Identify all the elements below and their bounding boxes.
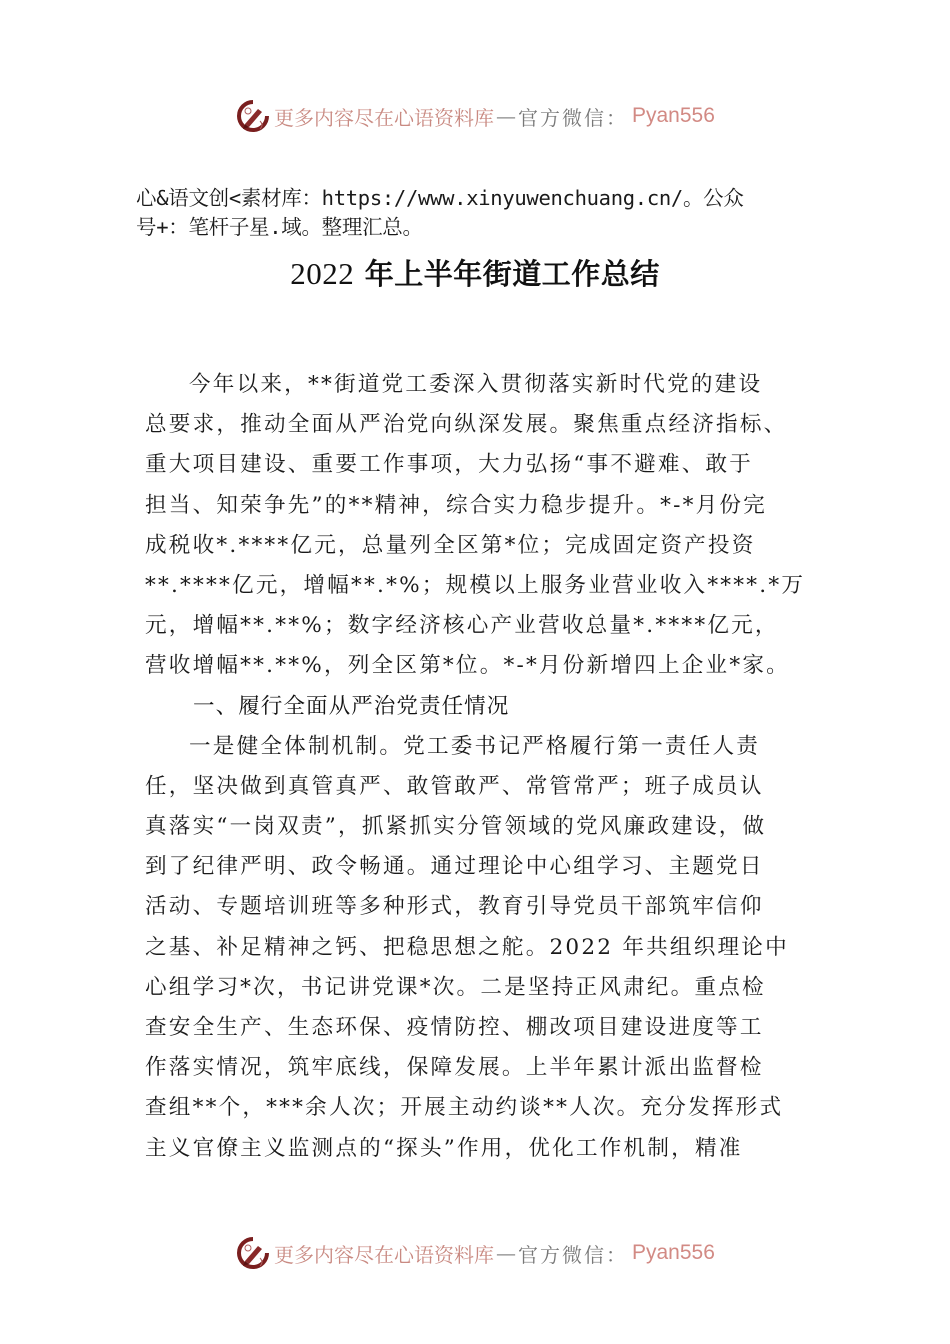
paragraph-line: 总要求，推动全面从严治党向纵深发展。聚焦重点经济指标、: [145, 412, 788, 438]
footer-watermark: [236, 1233, 715, 1273]
watermark-wechat-id: Pyan556: [632, 1241, 715, 1264]
paragraph-line: **.****亿元，增幅**.*%；规模以上服务业营业收入****.*万: [145, 572, 806, 598]
paragraph-line: 今年以来，**街道党工委深入贯彻落实新时代党的建设: [189, 372, 763, 397]
paragraph-line: 活动、专题培训班等多种形式，教育引导党员干部筑牢信仰: [145, 894, 764, 920]
paragraph-line: 重大项目建设、重要工作事项，大力弘扬“事不避难、敢于: [145, 452, 754, 478]
watermark-library-text: 更多内容尽在心语资料库: [274, 105, 494, 130]
paragraph-line: 心组学习*次，书记讲党课*次。二是坚持正风肃纪。重点检: [145, 974, 766, 1000]
paragraph-line: 作落实情况，筑牢底线，保障发展。上半年累计派出监督检: [145, 1055, 764, 1081]
paragraph-line: 之基、补足精神之钙、把稳思想之舵。2022 年共组织理论中: [145, 934, 789, 960]
watermark-official-label: 官方微信：: [518, 1242, 628, 1267]
paragraph-line: 成税收*.****亿元，总量列全区第*位；完成固定资产投资: [145, 532, 756, 558]
source-note-line-1: 心&语文创<素材库：https://www.xinyuwenchuang.cn/。公众: [136, 186, 744, 210]
paragraph-line: 一是健全体制机制。党工委书记严格履行第一责任人责: [189, 733, 761, 759]
paragraph-line: 查组**个，***余人次；开展主动约谈**人次。充分发挥形式: [145, 1095, 784, 1121]
watermark-official-label: 官方微信：: [518, 105, 628, 130]
pen-nib-circle-icon: [236, 99, 270, 133]
paragraph-line: 营收增幅**.**%，列全区第*位。*-*月份新增四上企业*家。: [145, 653, 790, 679]
watermark-dash: —: [496, 1241, 516, 1265]
section-heading: 一、履行全面从严治党责任情况: [193, 693, 510, 719]
paragraph-line: 主义官僚主义监测点的“探头”作用，优化工作机制，精准: [145, 1135, 743, 1161]
document-title: [0, 252, 950, 293]
watermark-library-text: 更多内容尽在心语资料库: [274, 1242, 494, 1267]
document-body: [145, 365, 810, 1169]
source-note: [136, 184, 836, 242]
paragraph-line: 元，增幅**.**%；数字经济核心产业营收总量*.****亿元，: [145, 613, 779, 639]
title-text: 年上半年街道工作总结: [354, 257, 660, 291]
title-year: 2022: [290, 256, 355, 291]
header-watermark: [236, 96, 715, 136]
paragraph-line: 真落实“一岗双责”，抓紧抓实分管领域的党风廉政建设，做: [145, 814, 767, 840]
watermark-wechat-id: Pyan556: [632, 104, 715, 127]
watermark-dash: —: [496, 104, 516, 128]
paragraph-line: 到了纪律严明、政令畅通。通过理论中心组学习、主题党日: [145, 854, 764, 880]
paragraph-line: 担当、知荣争先”的**精神，综合实力稳步提升。*-*月份完: [145, 492, 767, 518]
paragraph-line: 查安全生产、生态环保、疫情防控、棚改项目建设进度等工: [145, 1015, 764, 1040]
pen-nib-circle-icon: [236, 1236, 270, 1270]
source-note-line-2: 号+：笔杆子星.域。整理汇总。: [136, 215, 423, 239]
paragraph-line: 任，坚决做到真管真严、敢管敢严、常管常严；班子成员认: [145, 773, 764, 799]
